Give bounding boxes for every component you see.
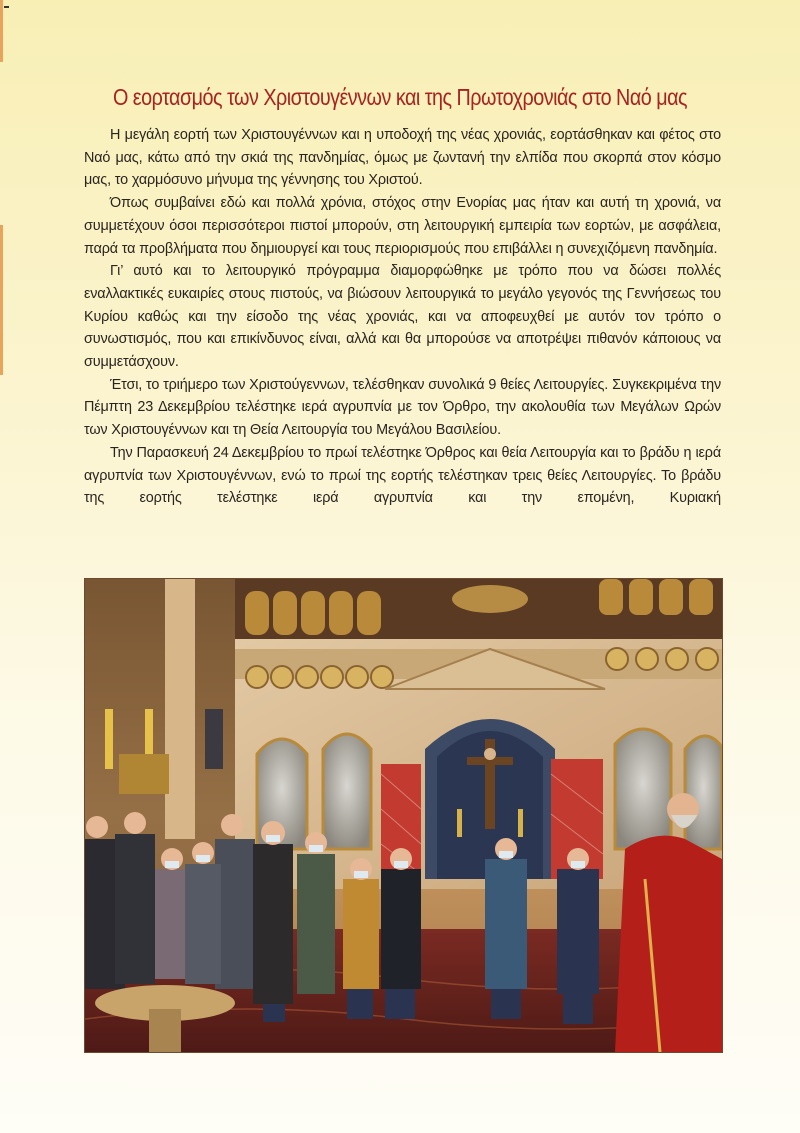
church-interior-photo: [84, 578, 723, 1053]
paragraph-3: Γι’ αυτό και το λειτουργικό πρόγραμμα διαμορφώθηκε με τρόπο που να δώσει πολλές εναλλακτικές ευκαιρίες στους πιστούς, να βιώσουν λειτουργικά το μεγάλο γεγονός της Γεννήσεως του Κυρίου καθώς και την είσοδο της νέας χρονιάς, και να αποφευχθεί με αυτόν τον τρόπο ο συνωστισμός, που και επικίνδυνος είναι, αλλά και θα μπορούσε να αποτρέψει πιθανόν κάποιους να συμμετάσχουν.: [84, 263, 721, 371]
page-corner-mark: [4, 6, 9, 8]
page-edge-mark-top: [0, 0, 3, 62]
page-edge-mark-middle: [0, 225, 3, 375]
paragraph-2: Όπως συμβαίνει εδώ και πολλά χρόνια, στόχος στην Ενορίας μας ήταν και αυτή τη χρονιά, να συμμετέχουν όσοι περισσότεροι πιστοί μπορούν, στη λειτουργική εμπειρία των εορτών, με ασφάλεια, παρά τα προβλήματα που δημιουργεί και τους περιορισμούς που επιβάλλει η συνεχιζόμενη πανδημία.: [84, 195, 721, 257]
paragraph-1: Η μεγάλη εορτή των Χριστουγέννων και η υποδοχή της νέας χρονιάς, εορτάσθηκαν και φέτος στο Ναό μας, κάτω από την σκιά της πανδημίας, όμως με ζωντανή την ελπίδα που σκορπά στον κόσμο μας, το χαρμόσυνο μήνυμα της γέννησης του Χριστού.: [84, 127, 721, 189]
paragraph-4: Έτσι, το τριήμερο των Χριστούγεννων, τελέσθηκαν συνολικά 9 θείες Λειτουργίες. Συγκεκριμένα την Πέμπτη 23 Δεκεμβρίου τελέστηκε ιερά αγρυπνία με τον Όρθρο, την ακολουθία των Μεγάλων Ωρών των Χριστουγέννων και τη Θεία Λειτουργία του Μεγάλου Βασιλείου.: [84, 376, 721, 439]
article-body: [84, 124, 721, 510]
paragraph-5: Την Παρασκευή 24 Δεκεμβρίου το πρωί τελέστηκε Όρθρος και θεία Λειτουργία και το βράδυ η ιερά αγρυπνία των Χριστουγέννων, ενώ το πρωί της εορτής τελέστηκαν τρεις θείες Λειτουργίες. Το βράδυ της εορτής τελέστηκε ιερά αγρυπνία και την επομένη, Κυριακή: [84, 444, 721, 507]
article-title: Ο εορτασμός των Χριστουγέννων και της Πρωτοχρονιάς στο Ναό μας: [112, 84, 688, 110]
